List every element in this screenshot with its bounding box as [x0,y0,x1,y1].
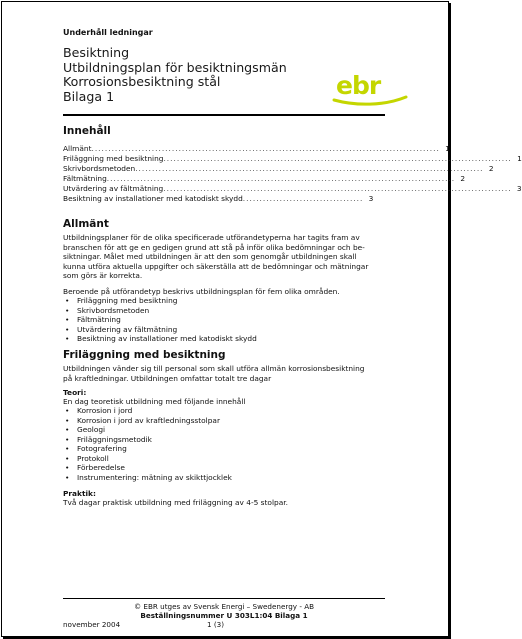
list-item: • Korrosion i jord [63,406,383,416]
list-item: • Förberedelse [63,463,383,473]
list-item: • Skrivbordsmetoden [63,306,383,316]
ebr-logo [332,69,408,109]
allmant-intro: Beroende på utförandetyp beskrivs utbildningsplan för fem olika områden. [63,287,340,296]
list-item: • Protokoll [63,454,383,464]
list-item: • Korrosion i jord av kraftledningsstolpar [63,416,383,426]
list-item: • Instrumentering: mätning av skikttjocklek [63,473,383,483]
footer-order-number: Beställningsnummer U 303L1:04 Bilaga 1 [140,611,308,620]
svg-text:ebr: ebr [336,71,381,100]
title-line: Besiktning [63,45,130,60]
list-item: • Fältmätning [63,315,383,325]
title-line: Utbildningsplan för besiktningsmän [63,59,287,75]
toc-entry[interactable]: Besiktning av installationer med katodiskt skydd .................................... 3 [63,194,374,203]
title-line: Korrosionsbesiktning stål [63,74,221,90]
list-item: • Besiktning av installationer med katodiskt skydd [63,334,383,344]
section-heading-allmant: Allmänt [63,218,109,230]
praktik-heading: Praktik: [63,489,96,498]
footer-rule [63,598,385,599]
praktik-text: Två dagar praktisk utbildning med friläggning av 4-5 stolpar. [63,498,288,507]
document-page [1,1,522,637]
footer-date: november 2004 [63,620,121,629]
toc-heading: Innehåll [63,125,111,137]
list-item: • Friläggningsmetodik [63,435,383,445]
toc-entry[interactable]: Allmänt ........................................................................................................ 1 [63,144,450,153]
title-block [63,46,287,104]
running-header: Underhåll ledningar [63,28,153,37]
title-line: Bilaga 1 [63,88,115,104]
teori-heading: Teori: [63,388,87,397]
teori-list [63,406,383,482]
list-item: • Geologi [63,425,383,435]
toc-entry[interactable]: Utvärdering av fältmätning ........................................................................................................ 3 [63,184,522,193]
toc-entry[interactable]: Skrivbordsmetoden ........................................................................................................ 2 [63,164,494,173]
toc-entry[interactable]: Friläggning med besiktning ........................................................................................................ 1 [63,154,522,163]
teori-intro: En dag teoretisk utbildning med följande innehåll [63,397,246,406]
section-heading-frilaggning: Friläggning med besiktning [63,349,226,361]
frilaggning-paragraph: Utbildningen vänder sig till personal som skall utföra allmän korrosionsbesiktning på kraftledningar. Utbildningen omfattar totalt tre dagar [63,364,365,383]
list-item: • Friläggning med besiktning [63,296,383,306]
footer-copyright: © EBR utges av Svensk Energi – Swedenergy - AB [133,602,315,611]
list-item: • Fotografering [63,444,383,454]
footer-page-number: 1 (3) [207,620,225,629]
allmant-list [63,296,383,344]
allmant-paragraph: Utbildningsplaner för de olika specificerade utförandetyperna har tagits fram av branschen för att ge en gedigen grund att stå på inför olika bedömningar och be- siktningar. Målet med utbildningen är att den som genomgår utbildningen skall kunna utföra aktuella uppgifter och säkerställa att de bedömningar och mätningar som görs är korrekta. [63,233,369,281]
list-item: • Utvärdering av fältmätning [63,325,383,335]
table-of-contents [63,144,522,204]
title-rule [63,114,385,116]
toc-entry[interactable]: Fältmätning ........................................................................................................ 2 [63,174,466,183]
